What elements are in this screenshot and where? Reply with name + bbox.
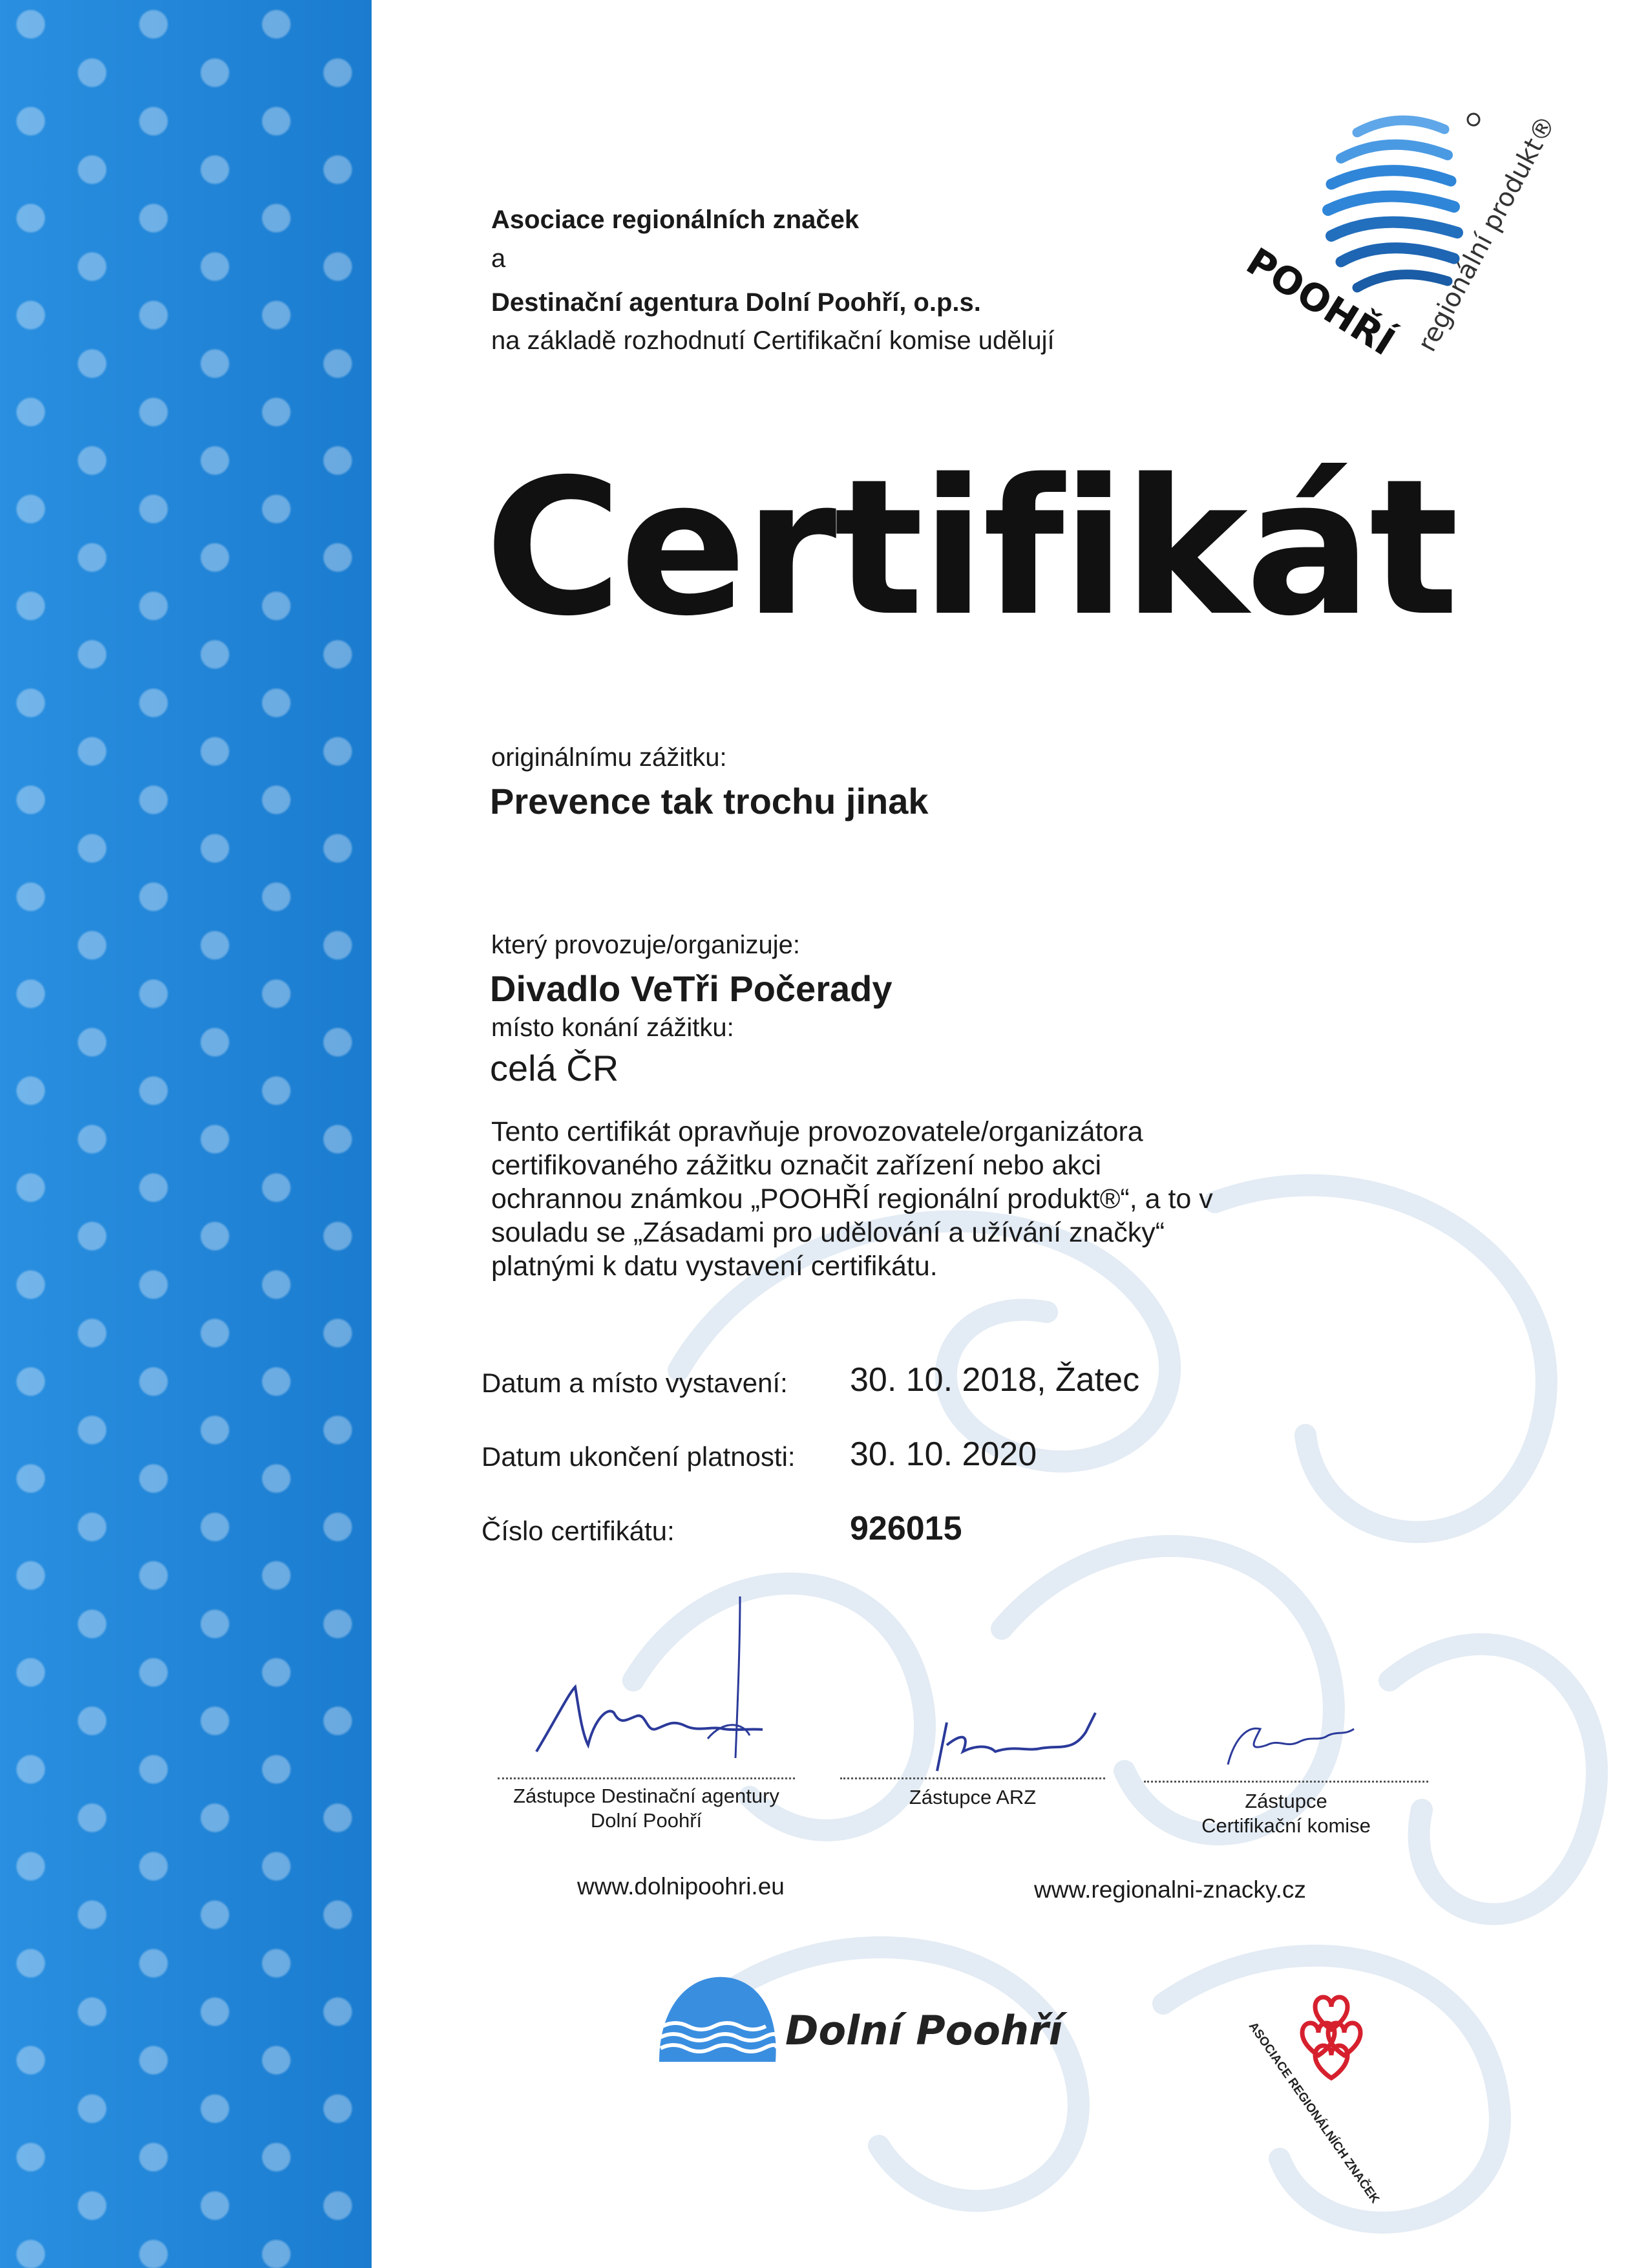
wave-logo-icon: [1251, 103, 1561, 375]
dolni-poohri-wave-icon: [653, 1965, 782, 2068]
signature-line-left: [498, 1777, 795, 1779]
asociace-stamp: [1245, 1958, 1412, 2206]
stamp-text: ASOCIACE REGIONÁLNÍCH ZNAČEK: [1245, 2020, 1382, 2206]
signature-caption-left-line2: Dolní Poohří: [590, 1809, 703, 1832]
number-value: 926015: [850, 1510, 962, 1547]
issuer-line-3: Destinační agentura Dolní Poohří, o.p.s.: [491, 288, 981, 317]
logo-sub-text: regionální produkt®: [1412, 111, 1562, 357]
decorative-side-band: [0, 0, 372, 2268]
issuer-line-2: a: [491, 244, 506, 273]
issued-label: Datum a místo vystavení:: [481, 1368, 788, 1398]
issuer-line-4: na základě rozhodnutí Certifikační komise udělují: [491, 326, 1055, 355]
signature-line-middle: [840, 1777, 1105, 1779]
place-value: celá ČR: [490, 1048, 619, 1088]
url-right[interactable]: www.regionalni-znacky.cz: [1034, 1876, 1306, 1903]
number-label: Číslo certifikátu:: [481, 1516, 675, 1546]
certificate-paragraph: Tento certifikát opravňuje provozovatele/organizátora certifikovaného zážitku označit zařízení nebo akci ochrannou známkou „POOHŘÍ regionální produkt®“, a to v souladu se „Zásadami pro udělování a užívání značky“ platnými k datu vystavení certifikátu.: [491, 1116, 1213, 1282]
experience-name: Prevence tak trochu jinak: [490, 781, 929, 821]
signature-caption-middle: Zástupce ARZ: [909, 1786, 1037, 1808]
logo-main-text: POOHŘÍ: [1238, 239, 1403, 365]
issuer-line-1: Asociace regionálních značek: [491, 206, 860, 234]
place-label: místo konání zážitku:: [491, 1013, 734, 1042]
issued-value: 30. 10. 2018, Žatec: [850, 1361, 1140, 1399]
signature-line-right: [1144, 1781, 1428, 1783]
url-left[interactable]: www.dolnipoohri.eu: [577, 1873, 785, 1900]
signature-caption-right-line2: Certifikační komise: [1201, 1814, 1371, 1837]
signature-caption-right: [1144, 1789, 1428, 1838]
experience-label: originálnímu zážitku:: [491, 743, 727, 772]
signature-right: [1215, 1706, 1370, 1777]
expiry-value: 30. 10. 2020: [850, 1436, 1037, 1473]
signature-caption-left: [491, 1784, 801, 1833]
operator-label: který provozuje/organizuje:: [491, 931, 801, 959]
certificate-title: Certifikát: [485, 440, 1457, 657]
signature-left: [517, 1590, 795, 1784]
signature-caption-right-line1: Zástupce: [1245, 1790, 1327, 1812]
operator-name: Divadlo VeTři Počerady: [490, 968, 893, 1009]
dolni-poohri-logo-text: Dolní Poohří: [785, 2007, 1062, 2054]
signature-caption-left-line1: Zástupce Destinační agentury: [513, 1785, 779, 1807]
signature-middle: [918, 1706, 1125, 1784]
poohri-regional-product-logo: [1238, 103, 1562, 375]
expiry-label: Datum ukončení platnosti:: [481, 1441, 796, 1472]
